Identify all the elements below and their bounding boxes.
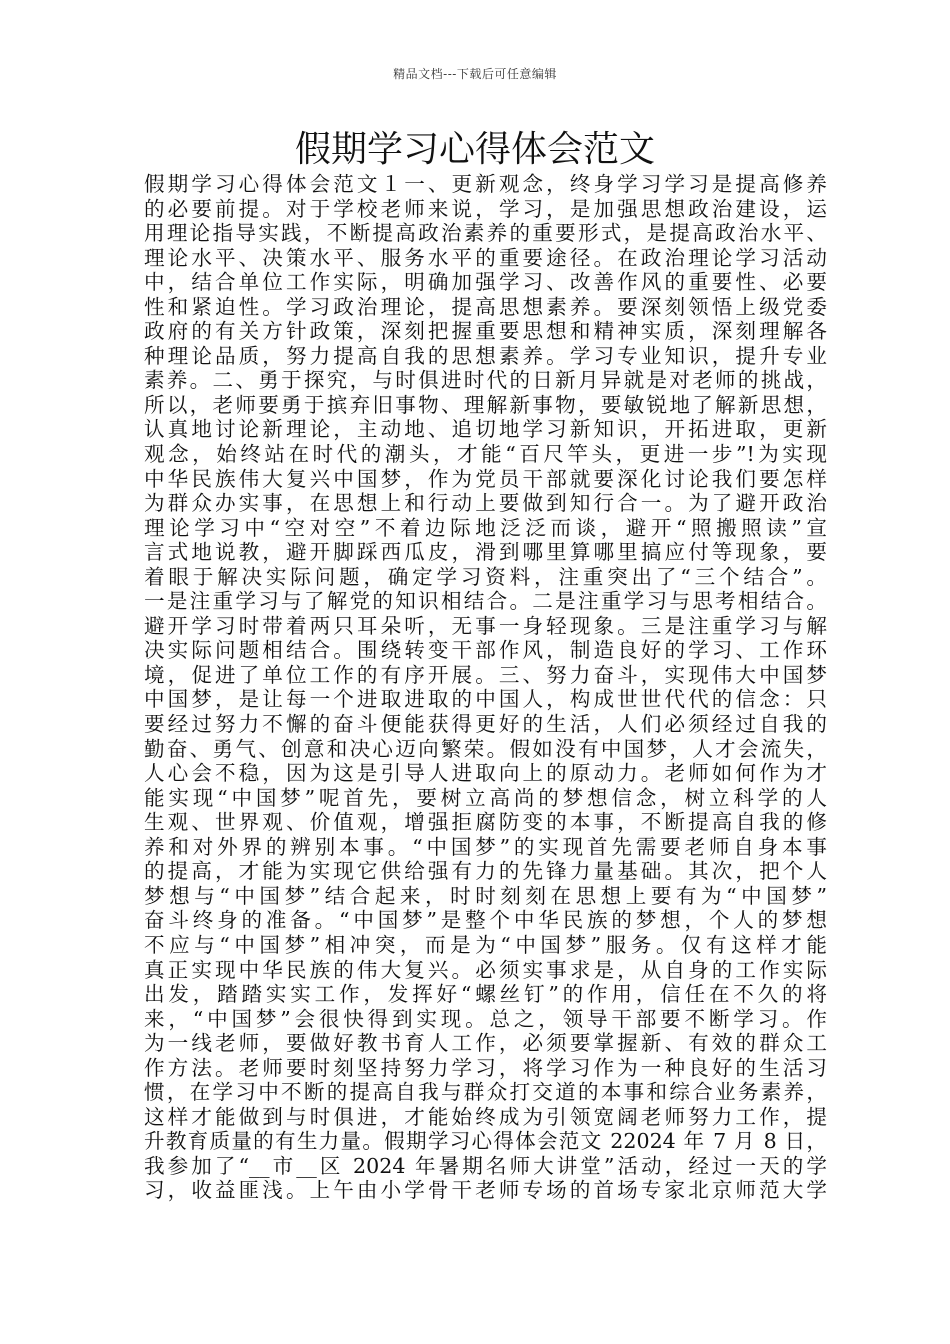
- body-text-line: 这样才能做到与时俱进，才能始终成为引领宽阔老师努力工作，提: [144, 1104, 827, 1129]
- body-text-line: 所以，老师要勇于摈弃旧事物、理解新事物，要敏锐地了解新思想，: [144, 392, 827, 417]
- document-body: [144, 172, 827, 1203]
- page-header: 精品文档---下载后可任意编辑: [393, 67, 557, 81]
- body-text-line: 我参加了“__市__区 2024 年暑期名师大讲堂”活动，经过一天的学: [144, 1153, 827, 1178]
- body-text-line: 来，“中国梦”会很快得到实现。总之，领导干部要不断学习。作: [144, 1006, 827, 1031]
- body-text-line: 理论水平、决策水平、服务水平的重要途径。在政治理论学习活动: [144, 245, 827, 270]
- body-text-line: 的必要前提。对于学校老师来说，学习，是加强思想政治建设，运: [144, 196, 827, 221]
- body-text-line: 惯，在学习中不断的提高自我与群众打交道的本事和综合业务素养，: [144, 1080, 827, 1105]
- body-text-line: 决实际问题相结合。围绕转变干部作风，制造良好的学习、工作环: [144, 638, 827, 663]
- body-text-line: 性和紧迫性。学习政治理论，提高思想素养。要深刻领悟上级党委: [144, 294, 827, 319]
- body-text-line: 勤奋、勇气、创意和决心迈向繁荣。假如没有中国梦，人才会流失，: [144, 736, 827, 761]
- body-text-line: 言式地说教，避开脚踩西瓜皮，滑到哪里算哪里搞应付等现象，要: [144, 540, 827, 565]
- body-text-line: 为群众办实事，在思想上和行动上要做到知行合一。为了避开政治: [144, 491, 827, 516]
- body-text-line: 生观、世界观、价值观，增强拒腐防变的本事，不断提高自我的修: [144, 810, 827, 835]
- body-text-line: 观念，始终站在时代的潮头，才能“百尺竿头，更进一步”!为实现: [144, 442, 827, 467]
- body-text-line: 梦想与“中国梦”结合起来，时时刻刻在思想上要有为“中国梦”: [144, 883, 827, 908]
- body-text-line: 的提高，才能为实现它供给强有力的先锋力量基础。其次，把个人: [144, 859, 827, 884]
- body-text-line: 假期学习心得体会范文１一、更新观念，终身学习学习是提高修养: [144, 172, 827, 196]
- body-text-line: 奋斗终身的准备。“中国梦”是整个中华民族的梦想，个人的梦想: [144, 908, 827, 933]
- body-text-line: 作方法。老师要时刻坚持努力学习，将学习作为一种良好的生活习: [144, 1055, 827, 1080]
- body-text-line: 不应与“中国梦”相冲突，而是为“中国梦”服务。仅有这样才能: [144, 932, 827, 957]
- body-text-line: 政府的有关方针政策，深刻把握重要思想和精神实质，深刻理解各: [144, 319, 827, 344]
- body-text-line: 避开学习时带着两只耳朵听，无事一身轻现象。三是注重学习与解: [144, 613, 827, 638]
- body-text-line: 用理论指导实践，不断提高政治素养的重要形式，是提高政治水平、: [144, 221, 827, 246]
- body-text-line: 一是注重学习与了解党的知识相结合。二是注重学习与思考相结合。: [144, 589, 827, 614]
- body-text-line: 素养。二、勇于探究，与时俱进时代的日新月异就是对老师的挑战，: [144, 368, 827, 393]
- body-text-line: 种理论品质，努力提高自我的思想素养。学习专业知识，提升专业: [144, 343, 827, 368]
- body-text-line: 能实现“中国梦”呢首先，要树立高尚的梦想信念，树立科学的人: [144, 785, 827, 810]
- body-text-line: 升教育质量的有生力量。假期学习心得体会范文 22024 年 7 月 8 日，: [144, 1129, 827, 1154]
- body-text-line: 中国梦，是让每一个进取进取的中国人，构成世世代代的信念：只: [144, 687, 827, 712]
- body-text-line: 要经过努力不懈的奋斗便能获得更好的生活，人们必须经过自我的: [144, 712, 827, 737]
- body-text-line: 出发，踏踏实实工作，发挥好“螺丝钉”的作用，信任在不久的将: [144, 982, 827, 1007]
- body-text-line: 理论学习中“空对空”不着边际地泛泛而谈，避开“照搬照读”宣: [144, 515, 827, 540]
- body-text-line: 中华民族伟大复兴中国梦，作为党员干部就要深化讨论我们要怎样: [144, 466, 827, 491]
- body-text-line: 为一线老师，要做好教书育人工作，必须要掌握新、有效的群众工: [144, 1031, 827, 1056]
- body-text-line: 人心会不稳，因为这是引导人进取向上的原动力。老师如何作为才: [144, 761, 827, 786]
- body-text-line: 境，促进了单位工作的有序开展。三、努力奋斗，实现伟大中国梦: [144, 662, 827, 687]
- body-text-line: 认真地讨论新理论，主动地、追切地学习新知识，开拓进取，更新: [144, 417, 827, 442]
- body-text-line: 真正实现中华民族的伟大复兴。必须实事求是，从自身的工作实际: [144, 957, 827, 982]
- body-text-line: 中，结合单位工作实际，明确加强学习、改善作风的重要性、必要: [144, 270, 827, 295]
- body-text-line: 习，收益匪浅。上午由小学骨干老师专场的首场专家北京师范大学: [144, 1178, 827, 1203]
- body-text-line: 着眼于解决实际问题，确定学习资料，注重突出了“三个结合”。: [144, 564, 827, 589]
- body-text-line: 养和对外界的辨别本事。“中国梦”的实现首先需要老师自身本事: [144, 834, 827, 859]
- document-title: 假期学习心得体会范文: [294, 129, 655, 170]
